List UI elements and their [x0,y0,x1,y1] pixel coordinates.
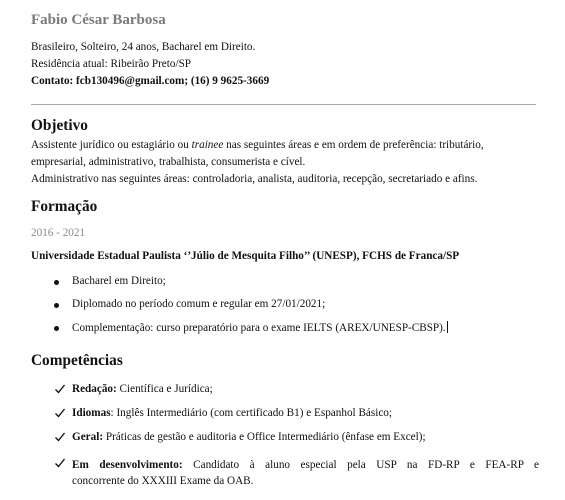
disc-bullet-icon [54,303,59,308]
education-period: 2016 - 2021 [31,227,86,239]
skill-description: Práticas de gestão e auditoria e Office Intermediário (ênfase em Excel); [103,431,426,443]
residence-info: Residência atual: Ribeirão Preto/SP [31,58,192,70]
candidate-name: Fabio César Barbosa [31,12,166,28]
objective-text-em: trainee [191,139,224,151]
checkmark-icon [54,383,66,395]
objective-text-b: nas seguintes áreas e em ordem de preferência: tributário, [223,139,484,151]
education-institution: Universidade Estadual Paulista ‘’Júlio de Mesquita Filho’’ (UNESP), FCHS de Franca/SP [31,250,460,262]
skill-text [72,383,213,395]
skill-description: Científica e Jurídica; [116,383,213,395]
objective-line-2: empresarial, administrativo, trabalhista, consumerista e cível. [31,156,306,168]
education-item-text-row [72,321,448,334]
skill-text [72,457,539,489]
text-cursor [447,321,448,333]
contact-info: Contato: fcb130496@gmail.com; (16) 9 9625-3669 [31,75,270,87]
header-divider [31,104,536,105]
education-heading: Formação [31,198,98,215]
objective-line-3: Administrativo nas seguintes áreas: controladoria, analista, auditoria, recepção, secretariado e afins. [31,173,478,185]
checkmark-icon [54,431,66,443]
education-item-text: Diplomado no período comum e regular em 27/01/2021; [72,298,326,310]
skill-label: Redação: [72,383,117,395]
checkmark-icon [54,457,66,469]
skill-first-line [72,457,539,473]
skill-label: Geral: [72,431,104,443]
education-item-text: Complementação: curso preparatório para o exame IELTS (AREX/UNESP-CBSP). [72,322,446,334]
disc-bullet-icon [54,326,59,331]
disc-bullet-icon [54,280,59,285]
objective-text-a: Assistente jurídico ou estagiário ou [31,139,192,151]
skill-label: Idiomas [72,407,111,419]
skill-label: Em desenvolvimento: [72,459,183,471]
skill-description-continued: concorrente do XXXIII Exame da OAB. [72,475,254,487]
skill-text [72,431,426,443]
skill-description: : Inglês Intermediário (com certificado B1) e Espanhol Básico; [110,407,393,419]
objective-heading: Objetivo [31,117,88,134]
skill-description: Candidato à aluno especial pela USP na FD-RP e FEA-RP e [182,459,539,471]
objective-line-1 [31,139,484,151]
education-item-text: Bacharel em Direito; [72,275,166,287]
personal-info: Brasileiro, Solteiro, 24 anos, Bacharel em Direito. [31,41,256,53]
checkmark-icon [54,407,66,419]
skills-heading: Competências [31,352,123,369]
skill-text [72,407,392,419]
